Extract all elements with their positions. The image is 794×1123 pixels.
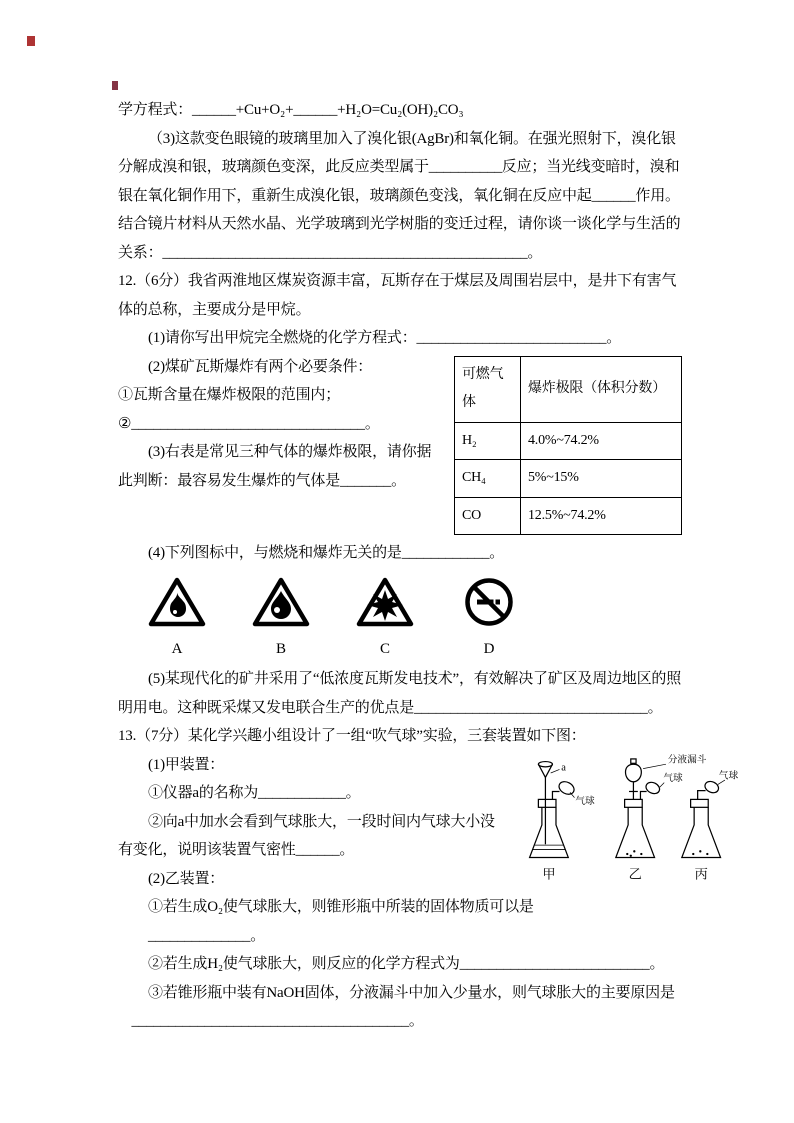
table-cell: 4.0%~74.2%: [521, 422, 682, 460]
label-apparatus-jia: 甲: [542, 866, 556, 882]
q12-part5: (5)某现代化的矿井采用了“低浓度瓦斯发电技术”，有效解决了矿区及周边地区的照明用电。这种既采煤又发电联合生产的优点是________________________________。: [118, 671, 682, 716]
explosion-limit-table: [454, 356, 682, 536]
equation-continuation-line: 学方程式：______+Cu+O₂+______+H₂O=Cu₂(OH)₂CO₃: [118, 102, 464, 118]
q13-o2-blank: ______________。: [148, 927, 266, 944]
table-header-cell: 可燃气体: [455, 356, 521, 422]
table-row: [455, 422, 682, 460]
table-row: [455, 497, 682, 535]
q13-item1: ①仪器a的名称为____________。: [148, 785, 361, 801]
hazard-icons-row: [118, 568, 682, 666]
table-cell: CH₄: [455, 460, 521, 498]
label-apparatus-bing: 丙: [694, 866, 708, 882]
q13-h2-item: ②若生成H₂使气球胀大，则反应的化学方程式为__________________________。: [148, 956, 665, 972]
q12-condition-1: ①瓦斯含量在爆炸极限的范围内；: [118, 387, 341, 403]
q13-part1-heading: (1)甲装置：: [148, 756, 225, 773]
hazard-icon-b: [252, 576, 310, 664]
q12-part1: (1)请你写出甲烷完全燃烧的化学方程式：__________________________。: [148, 330, 622, 346]
liquid-drop-warning-icon: [252, 576, 310, 628]
flame-warning-icon: [148, 576, 206, 628]
table-row: [455, 460, 682, 498]
table-cell: 12.5%~74.2%: [521, 497, 682, 535]
q13-o2-item: ①若生成O₂使气球胀大，则锥形瓶中所装的固体物质可以是: [148, 899, 534, 915]
q12-middle-section: [118, 353, 682, 540]
label-separating-funnel: 分液漏斗: [667, 753, 707, 765]
explosion-warning-icon: [356, 576, 414, 628]
q11-part3-paragraph: （3)这款变色眼镜的玻璃里加入了溴化银(AgBr)和氧化铜。在强光照射下，溴化银分解成溴和银，玻璃颜色变深，此反应类型属于__________反应；当光线变暗时，溴和银在氧化铜作用下，重新生成溴化银，玻璃颜色变浅，氧化铜在反应中起______作用。: [118, 130, 680, 204]
q12-part3: (3)右表是常见三种气体的爆炸极限，请你据此判断：最容易发生爆炸的气体是_______。: [118, 444, 432, 489]
icon-label: B: [275, 640, 286, 657]
label-balloon-jia: 气球: [575, 795, 595, 807]
table-cell: CO: [455, 497, 521, 535]
label-apparatus-yi: 乙: [628, 866, 642, 882]
label-instrument-a: a: [561, 761, 566, 773]
table-cell: H₂: [455, 422, 521, 460]
label-balloon-bing: 气球: [718, 769, 739, 781]
q12-condition-2: ②________________________________。: [118, 415, 380, 432]
q13-naoh-blank: ______________________________________。: [131, 1013, 424, 1029]
q13-intro: 13.（7分）某化学兴趣小组设计了一组“吹气球”实验，三套装置如下图：: [118, 728, 586, 744]
table-header-cell: 爆炸极限（体积分数）: [521, 356, 682, 422]
hazard-icon-d: [460, 576, 518, 664]
table-cell: 5%~15%: [521, 460, 682, 498]
icon-label: D: [483, 640, 495, 657]
hazard-icon-a: [148, 576, 206, 664]
icon-label: A: [171, 640, 183, 657]
q13-naoh-item: ③若锥形瓶中装有NaOH固体，分液漏斗中加入少量水，则气球胀大的主要原因是: [148, 984, 675, 1001]
red-artifact: [112, 81, 118, 90]
q12-part2-heading: (2)煤矿瓦斯爆炸有两个必要条件：: [148, 358, 373, 375]
icon-label: C: [379, 640, 390, 657]
q11-relation-question: 结合镜片材料从天然水晶、光学玻璃到光学树脂的变迁过程，请你谈一谈化学与生活的关系：__________________________________________________。: [118, 216, 681, 261]
red-artifact: [27, 36, 35, 46]
balloon-experiment-diagram: [511, 751, 740, 883]
q13-part2-heading: (2)乙装置：: [148, 870, 225, 887]
q13-item2: ②向a中加水会看到气球胀大，一段时间内气球大小没有变化，说明该装置气密性______。: [118, 813, 495, 858]
q13-section: [118, 751, 739, 922]
q12-part4: (4)下列图标中，与燃烧和爆炸无关的是____________。: [148, 545, 505, 561]
q12-intro: 12.（6分）我省两淮地区煤炭资源丰富，瓦斯存在于煤层及周围岩层中，是井下有害气体的总称，主要成分是甲烷。: [118, 273, 677, 318]
label-balloon-yi: 气球: [663, 772, 683, 784]
no-smoking-icon: [460, 576, 518, 628]
hazard-icon-c: [356, 576, 414, 664]
